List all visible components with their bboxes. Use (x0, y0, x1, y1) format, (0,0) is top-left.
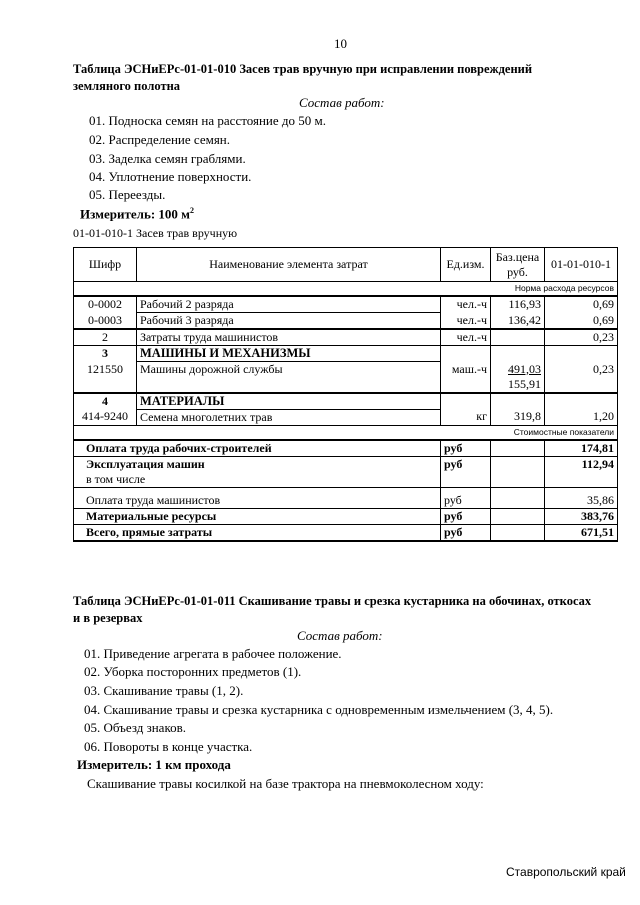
band-cost-row (74, 425, 618, 440)
cell-value: 0,69 (545, 296, 618, 313)
cell-value: 0,69 (545, 313, 618, 330)
table2-sostav-label: Состав работ: (297, 628, 383, 643)
cost-value: 671,51 (545, 524, 618, 541)
cost-row (74, 472, 618, 488)
cell-code: 121550 (74, 362, 137, 393)
cell-price: 319,8 (491, 409, 545, 425)
band-cost: Стоимостные показатели (74, 425, 618, 440)
cost-name: Материальные ресурсы (74, 508, 441, 524)
table2-work-6: 06. Повороты в конце участка. (84, 739, 253, 754)
table1-work-4: 04. Уплотнение поверхности. (89, 169, 252, 184)
cost-value: 35,86 (545, 487, 618, 508)
cell-code: 0-0003 (74, 313, 137, 330)
section-code: 4 (74, 393, 137, 410)
section-title: МАШИНЫ И МЕХАНИЗМЫ (137, 346, 441, 362)
header-code: Шифр (74, 248, 137, 282)
cost-unit: руб (441, 440, 491, 457)
cost-unit: руб (441, 524, 491, 541)
table2-description: Скашивание травы косилкой на базе трактора на пневмоколесном ходу: (87, 776, 484, 791)
cost-name: Всего, прямые затраты (74, 524, 441, 541)
cost-name: Эксплуатация машин (74, 456, 441, 472)
cell-price (491, 362, 545, 393)
section-title: МАТЕРИАЛЫ (137, 393, 441, 410)
cell-name: Семена многолетних трав (137, 409, 441, 425)
cost-unit: руб (441, 456, 491, 472)
cell-unit: маш.-ч (441, 362, 491, 393)
price-secondary: 155,91 (508, 376, 541, 391)
table-row (74, 329, 618, 346)
page-number: 10 (334, 36, 347, 51)
cost-unit: руб (441, 487, 491, 508)
cost-value: 174,81 (545, 440, 618, 457)
cost-row (74, 456, 618, 472)
cell-name: Машины дорожной службы (137, 362, 441, 393)
cell-name: Рабочий 2 разряда (137, 296, 441, 313)
table2-work-4: 04. Скашивание травы и срезка кустарника с одновременным измельчением (3, 4, 5). (84, 702, 554, 717)
table-row (74, 296, 618, 313)
cell-unit: чел.-ч (441, 296, 491, 313)
cell-price: 116,93 (491, 296, 545, 313)
header-unit: Ед.изм. (441, 248, 491, 282)
cell-value: 0,23 (545, 362, 618, 393)
cost-row (74, 508, 618, 524)
table2-title: Таблица ЭСНиЕРс-01-01-011 Скашивание травы и срезка кустарника на обочинах, откосах и в резервах (73, 594, 592, 625)
band-norm-row (74, 282, 618, 297)
table2-work-1: 01. Приведение агрегата в рабочее положение. (84, 646, 342, 661)
cell-code: 2 (74, 329, 137, 346)
table2-work-2: 02. Уборка посторонних предметов (1). (84, 664, 302, 679)
section-row (74, 393, 618, 410)
cell-price: 136,42 (491, 313, 545, 330)
table1-work-5: 05. Переезды. (89, 187, 166, 202)
table-header-row (74, 248, 618, 282)
cost-name: Оплата труда машинистов (74, 487, 441, 508)
cost-value: 112,94 (545, 456, 618, 472)
cell-price (491, 329, 545, 346)
cell-code: 414-9240 (74, 409, 137, 425)
table1-code-line: 01-01-010-1 Засев трав вручную (73, 226, 238, 240)
resource-table (73, 247, 618, 542)
price-main: 491,03 (508, 361, 541, 376)
footer-region: Ставропольский край (506, 865, 626, 879)
cost-row (74, 487, 618, 508)
cell-unit: чел.-ч (441, 313, 491, 330)
cell-unit: чел.-ч (441, 329, 491, 346)
header-base-price: Баз.цена руб. (491, 248, 545, 282)
cost-name: в том числе (74, 472, 441, 488)
band-norm: Норма расхода ресурсов (74, 282, 618, 297)
cost-value: 383,76 (545, 508, 618, 524)
section-row (74, 346, 618, 362)
table2-measure: Измеритель: 1 км прохода (77, 757, 231, 772)
cell-unit: кг (441, 409, 491, 425)
cost-row (74, 524, 618, 541)
cell-code: 0-0002 (74, 296, 137, 313)
header-name: Наименование элемента затрат (137, 248, 441, 282)
table1-work-1: 01. Подноска семян на расстояние до 50 м. (89, 113, 326, 128)
table1-title: Таблица ЭСНиЕРс-01-01-010 Засев трав вручную при исправлении повреждений земляного полотна (73, 62, 533, 93)
cost-row (74, 440, 618, 457)
cell-name: Затраты труда машинистов (137, 329, 441, 346)
table-row (74, 362, 618, 393)
table-row (74, 409, 618, 425)
table1-work-2: 02. Распределение семян. (89, 132, 231, 147)
table-row (74, 313, 618, 330)
table1-work-3: 03. Заделка семян граблями. (89, 151, 246, 166)
table1-measure: Измеритель: 100 $м^2$ (80, 206, 195, 222)
cell-value: 1,20 (545, 409, 618, 425)
table1-sostav-label: Состав работ: (299, 95, 385, 110)
cost-name: Оплата труда рабочих-строителей (74, 440, 441, 457)
cost-unit: руб (441, 508, 491, 524)
section-code: 3 (74, 346, 137, 362)
table2-work-3: 03. Скашивание травы (1, 2). (84, 683, 244, 698)
table2-work-5: 05. Объезд знаков. (84, 720, 187, 735)
header-norm-code: 01-01-010-1 (545, 248, 618, 282)
cell-value: 0,23 (545, 329, 618, 346)
cell-name: Рабочий 3 разряда (137, 313, 441, 330)
